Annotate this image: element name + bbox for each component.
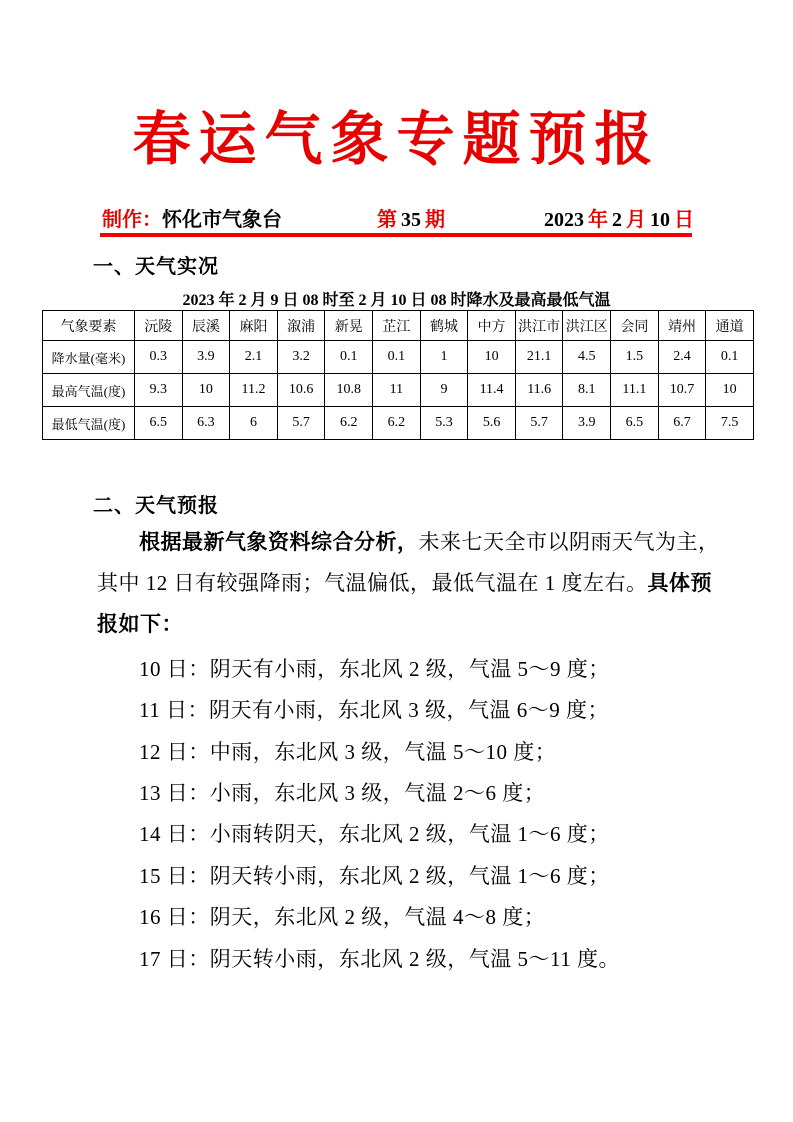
table-header-cell: 靖州: [658, 311, 706, 341]
table-cell: 10: [468, 341, 516, 374]
forecast-item-day16: 16 日：阴天，东北风 2 级，气温 4～8 度；: [139, 905, 546, 929]
table-cell: 0.1: [325, 341, 373, 374]
table-cell: 8.1: [563, 374, 611, 407]
table-cell: 1.5: [611, 341, 659, 374]
table-cell: 0.3: [135, 341, 183, 374]
section1-heading: 一、天气实况: [93, 256, 219, 278]
table-cell: 6.5: [611, 407, 659, 440]
table-cell: 9: [420, 374, 468, 407]
table-header-cell: 会同: [611, 311, 659, 341]
paragraph-bold-intro: 根据最新气象资料综合分析，: [139, 530, 419, 554]
table-cell: 6: [230, 407, 278, 440]
table-header-row: [43, 311, 754, 341]
table-cell: 6.7: [658, 407, 706, 440]
table-cell: 11.4: [468, 374, 516, 407]
paragraph-line-1: [139, 526, 720, 556]
forecast-item-day15: 15 日：阴天转小雨，东北风 2 级，气温 1～6 度；: [139, 864, 610, 888]
table-header-cell: 麻阳: [230, 311, 278, 341]
row-label: 最高气温(度): [43, 374, 135, 407]
table-title: 2023 年 2 月 9 日 08 时至 2 月 10 日 08 时降水及最高最低气温: [182, 292, 611, 309]
table-header-cell: 洪江市: [515, 311, 563, 341]
table-header-cell: 通道: [706, 311, 754, 341]
date-day: 10: [650, 209, 670, 231]
forecast-item-day14: 14 日：小雨转阴天，东北风 2 级，气温 1～6 度；: [139, 822, 610, 846]
producer-line: [102, 203, 282, 232]
table-row-min-temp: [43, 407, 754, 440]
table-header-cell: 芷江: [373, 311, 421, 341]
paragraph-text: 其中 12 日有较强降雨；气温偏低，最低气温在 1 度左右。: [97, 571, 648, 595]
table-cell: 9.3: [135, 374, 183, 407]
producer-label: 制作：: [102, 209, 162, 231]
table-cell: 21.1: [515, 341, 563, 374]
issue-prefix: 第: [377, 209, 397, 231]
table-cell: 4.5: [563, 341, 611, 374]
table-cell: 5.7: [515, 407, 563, 440]
table-cell: 6.3: [182, 407, 230, 440]
table-header-cell: 洪江区: [563, 311, 611, 341]
table-cell: 10: [706, 374, 754, 407]
table-cell: 5.6: [468, 407, 516, 440]
table-row-max-temp: [43, 374, 754, 407]
paragraph-line-2: [97, 567, 712, 597]
date-month: 2: [612, 209, 622, 231]
table-cell: 11.1: [611, 374, 659, 407]
table-cell: 6.2: [325, 407, 373, 440]
table-cell: 1: [420, 341, 468, 374]
table-cell: 11.6: [515, 374, 563, 407]
table-cell: 10.6: [277, 374, 325, 407]
meta-row: [102, 203, 694, 232]
table-header-cell: 中方: [468, 311, 516, 341]
section2-heading: 二、天气预报: [93, 495, 219, 517]
table-cell: 11.2: [230, 374, 278, 407]
table-cell: 11: [373, 374, 421, 407]
table-cell: 6.5: [135, 407, 183, 440]
issue-suffix: 期: [425, 209, 445, 231]
table-header-cell: 鹤城: [420, 311, 468, 341]
table-cell: 3.2: [277, 341, 325, 374]
table-cell: 3.9: [182, 341, 230, 374]
table-cell: 10.8: [325, 374, 373, 407]
forecast-item-day13: 13 日：小雨，东北风 3 级，气温 2～6 度；: [139, 781, 546, 805]
issue-number-line: [377, 203, 445, 232]
divider-rule: [100, 233, 692, 237]
table-cell: 2.4: [658, 341, 706, 374]
weather-table: [42, 310, 754, 440]
table-header-cell: 溆浦: [277, 311, 325, 341]
table-cell: 6.2: [373, 407, 421, 440]
table-cell: 0.1: [373, 341, 421, 374]
date-year-unit: 年: [588, 209, 608, 231]
date-line: [540, 203, 694, 232]
forecast-item-day10: 10 日：阴天有小雨，东北风 2 级，气温 5～9 度；: [139, 657, 610, 681]
producer-value: 怀化市气象台: [162, 209, 282, 231]
date-day-unit: 日: [674, 209, 694, 231]
table-cell: 10: [182, 374, 230, 407]
table-cell: 0.1: [706, 341, 754, 374]
table-header-cell: 气象要素: [43, 311, 135, 341]
table-header-cell: 沅陵: [135, 311, 183, 341]
table-cell: 5.3: [420, 407, 468, 440]
row-label: 最低气温(度): [43, 407, 135, 440]
table-row-precipitation: [43, 341, 754, 374]
paragraph-line-3: 报如下：: [97, 612, 183, 636]
table-cell: 3.9: [563, 407, 611, 440]
table-cell: 2.1: [230, 341, 278, 374]
document-title: 春运气象专题预报: [132, 105, 661, 173]
date-year: 2023: [544, 209, 584, 231]
table-header-cell: 辰溪: [182, 311, 230, 341]
table-cell: 10.7: [658, 374, 706, 407]
forecast-item-day12: 12 日：中雨，东北风 3 级，气温 5～10 度；: [139, 740, 557, 764]
date-month-unit: 月: [626, 209, 646, 231]
table-header-cell: 新晃: [325, 311, 373, 341]
forecast-item-day17: 17 日：阴天转小雨，东北风 2 级，气温 5～11 度。: [139, 947, 620, 971]
issue-number: 35: [401, 209, 421, 231]
table-cell: 7.5: [706, 407, 754, 440]
paragraph-text: 未来七天全市以阴雨天气为主，: [418, 530, 720, 554]
table-cell: 5.7: [277, 407, 325, 440]
paragraph-bold-lead: 具体预: [647, 571, 712, 595]
forecast-item-day11: 11 日：阴天有小雨，东北风 3 级，气温 6～9 度；: [139, 698, 609, 722]
row-label: 降水量(毫米): [43, 341, 135, 374]
